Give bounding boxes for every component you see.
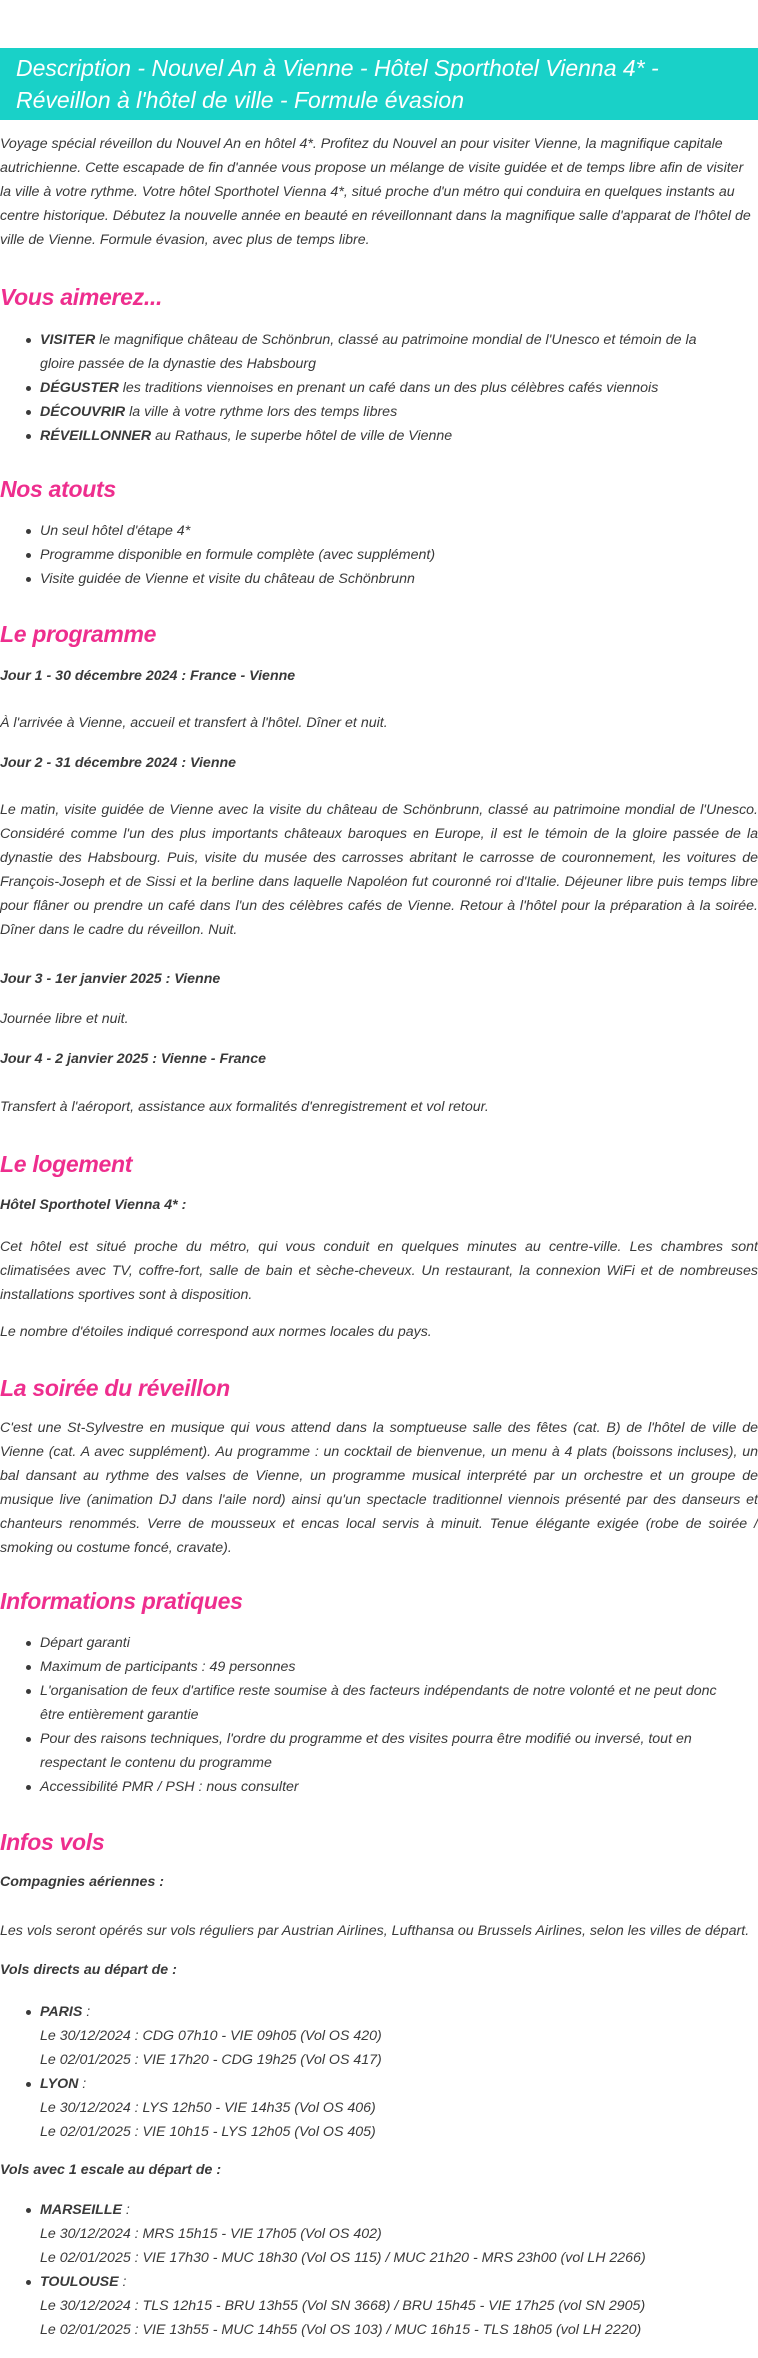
section-title-aimerez: Vous aimerez... [0,284,163,310]
city-name: LYON [40,2076,79,2092]
flight-line: Le 02/01/2025 : VIE 17h30 - MUC 18h30 (Vol OS 115) / MUC 21h20 - MRS 23h00 (vol LH 2266) [40,2250,646,2266]
list-item: Visite guidée de Vienne et visite du château de Schönbrunn [40,567,718,591]
list-item-key: DÉCOUVRIR [40,404,126,420]
list-item-text: les traditions viennoises en prenant un café dans un des plus célèbres cafés viennois [118,380,659,396]
hotel-description: Cet hôtel est situé proche du métro, qui vous conduit en quelques minutes au centre-ville. Les chambres sont climatisées avec TV, coffre-fort, salle de bain et sèche-cheveux. Un restaurant, la connexion WiFi et de nombreuses installations sportives sont à disposition. [0,1239,758,1303]
list-item [40,424,718,448]
flight-line: Le 02/01/2025 : VIE 17h20 - CDG 19h25 (Vol OS 417) [40,2052,382,2068]
section-title-atouts: Nos atouts [0,476,116,502]
banner-title-line-2: Réveillon à l'hôtel de ville - Formule évasion [16,87,464,113]
list-item: PARIS : Le 30/12/2024 : CDG 07h10 - VIE 09h05 (Vol OS 420) Le 02/01/2025 : VIE 17h20 - CDG 19h25 (Vol OS 417) [40,2000,758,2072]
banner-title-line-1: Description - Nouvel An à Vienne - Hôtel Sporthotel Vienna 4* - [16,55,659,81]
section-title-logement: Le logement [0,1151,133,1177]
aimerez-list [0,328,718,448]
soiree-description: C'est une St-Sylvestre en musique qui vous attend dans la somptueuse salle des fêtes (cat. B) de l'hôtel de ville de Vienne (cat. A avec supplément). Au programme : un cocktail de bienvenue, un menu à 4 plats (boissons incluses), un bal dansant au rythme des valses de Vienne, un programme musical interprété par un orchestre et un groupe de musique live (animation DJ dans l'aile nord) ainsi qu'un spectacle traditionnel viennois présenté par des danseurs et chanteurs renommés. Verre de mousseux et encas local servis à minuit. Tenue élégante exigée (robe de soirée / smoking ou costume foncé, cravate). [0,1420,758,1556]
list-item-text: au Rathaus, le superbe hôtel de ville de Vienne [151,428,453,444]
list-item: Pour des raisons techniques, l'ordre du programme et des visites pourra être modifié ou inversé, tout en respectant le contenu du programme [40,1727,718,1775]
list-item [40,400,718,424]
list-item: Maximum de participants : 49 personnes [40,1655,718,1679]
list-item [40,328,718,376]
section-title-soiree: La soirée du réveillon [0,1375,230,1401]
section-title-vols: Infos vols [0,1829,105,1855]
day-2-text: Le matin, visite guidée de Vienne avec la visite du château de Schönbrunn, classé au patrimoine mondial de l'Unesco. Considéré comme l'un des plus importants châteaux baroques en Europe, il est le témoin de la gloire passée de la dynastie des Habsbourg. Puis, visite du musée des carrosses abritant le carrosse de couronnement, les voitures de François-Joseph et de Sissi et la berline dans laquelle Napoléon fut couronné roi d'Italie. Déjeuner libre puis temps libre pour flâner ou prendre un café dans l'un des célèbres cafés de Vienne. Retour à l'hôtel pour la préparation à la soirée. Dîner dans le cadre du réveillon. Nuit. [0,802,758,938]
hotel-name: Hôtel Sporthotel Vienna 4* : [0,1197,187,1213]
list-item: Programme disponible en formule complète (avec supplément) [40,543,718,567]
flight-line: Le 02/01/2025 : VIE 13h55 - MUC 14h55 (Vol OS 103) / MUC 16h15 - TLS 18h05 (vol LH 2220) [40,2322,642,2338]
compagnies-label: Compagnies aériennes : [0,1874,164,1890]
day-2-heading: Jour 2 - 31 décembre 2024 : Vienne [0,755,237,771]
vols-escale-list [0,2198,758,2342]
day-1-heading: Jour 1 - 30 décembre 2024 : France - Vienne [0,668,296,684]
pratiques-list [0,1631,718,1799]
list-item: LYON : Le 30/12/2024 : LYS 12h50 - VIE 14h35 (Vol OS 406) Le 02/01/2025 : VIE 10h15 - LYS 12h05 (Vol OS 405) [40,2072,758,2144]
atouts-list [0,519,718,591]
flight-line: Le 30/12/2024 : MRS 15h15 - VIE 17h05 (Vol OS 402) [40,2226,382,2242]
list-item [40,376,718,400]
day-4-text: Transfert à l'aéroport, assistance aux formalités d'enregistrement et vol retour. [0,1099,489,1115]
list-item: Départ garanti [40,1631,718,1655]
list-item: Un seul hôtel d'étape 4* [40,519,718,543]
day-1-text: À l'arrivée à Vienne, accueil et transfert à l'hôtel. Dîner et nuit. [0,715,388,731]
section-title-pratiques: Informations pratiques [0,1588,243,1614]
intro-paragraph: Voyage spécial réveillon du Nouvel An en hôtel 4*. Profitez du Nouvel an pour visiter Vienne, la magnifique capitale autrichienne. Cette escapade de fin d'année vous propose un mélange de visite guidée et de temps libre afin de visiter la ville à votre rythme. Votre hôtel Sporthotel Vienna 4*, situé proche d'un métro qui conduira en quelques instants au centre historique. Débutez la nouvelle année en beauté en réveillonnant dans la magnifique salle d'apparat de l'hôtel de ville de Vienne. Formule évasion, avec plus de temps libre. [0,136,751,248]
compagnies-text: Les vols seront opérés sur vols réguliers par Austrian Airlines, Lufthansa ou Brussels Airlines, selon les villes de départ. [0,1923,750,1939]
day-3-heading: Jour 3 - 1er janvier 2025 : Vienne [0,971,221,987]
stars-note: Le nombre d'étoiles indiqué correspond aux normes locales du pays. [0,1324,432,1340]
vols-directs-list [0,2000,758,2144]
list-item: MARSEILLE : Le 30/12/2024 : MRS 15h15 - VIE 17h05 (Vol OS 402) Le 02/01/2025 : VIE 17h30 - MUC 18h30 (Vol OS 115) / MUC 21h20 - MRS 23h00 (vol LH 2266) [40,2198,758,2270]
list-item: L'organisation de feux d'artifice reste soumise à des facteurs indépendants de notre volonté et ne peut donc être entièrement garantie [40,1679,718,1727]
list-item-key: RÉVEILLONNER [40,428,152,444]
flight-line: Le 02/01/2025 : VIE 10h15 - LYS 12h05 (Vol OS 405) [40,2124,376,2140]
vols-escale-label: Vols avec 1 escale au départ de : [0,2162,222,2178]
section-title-programme: Le programme [0,621,157,647]
vols-directs-label: Vols directs au départ de : [0,1962,177,1978]
list-item: Accessibilité PMR / PSH : nous consulter [40,1775,718,1799]
list-item: TOULOUSE : Le 30/12/2024 : TLS 12h15 - BRU 13h55 (Vol SN 3668) / BRU 15h45 - VIE 17h25 (vol SN 2905) Le 02/01/2025 : VIE 13h55 - MUC 14h55 (Vol OS 103) / MUC 16h15 - TLS 18h05 (vol LH 2220) [40,2270,758,2342]
day-4-heading: Jour 4 - 2 janvier 2025 : Vienne - France [0,1051,266,1067]
flight-line: Le 30/12/2024 : CDG 07h10 - VIE 09h05 (Vol OS 420) [40,2028,382,2044]
flight-line: Le 30/12/2024 : TLS 12h15 - BRU 13h55 (Vol SN 3668) / BRU 15h45 - VIE 17h25 (vol SN 2905) [40,2298,646,2314]
list-item-text: le magnifique château de Schönbrun, classé au patrimoine mondial de l'Unesco et témoin de la gloire passée de la dynastie des Habsbourg [40,332,697,372]
day-3-text: Journée libre et nuit. [0,1011,129,1027]
list-item-text: la ville à votre rythme lors des temps libres [125,404,398,420]
list-item-key: VISITER [40,332,96,348]
city-name: MARSEILLE [40,2202,122,2218]
description-banner [0,48,758,120]
city-name: PARIS [40,2004,83,2020]
flight-line: Le 30/12/2024 : LYS 12h50 - VIE 14h35 (Vol OS 406) [40,2100,376,2116]
city-name: TOULOUSE [40,2274,119,2290]
list-item-key: DÉGUSTER [40,380,119,396]
